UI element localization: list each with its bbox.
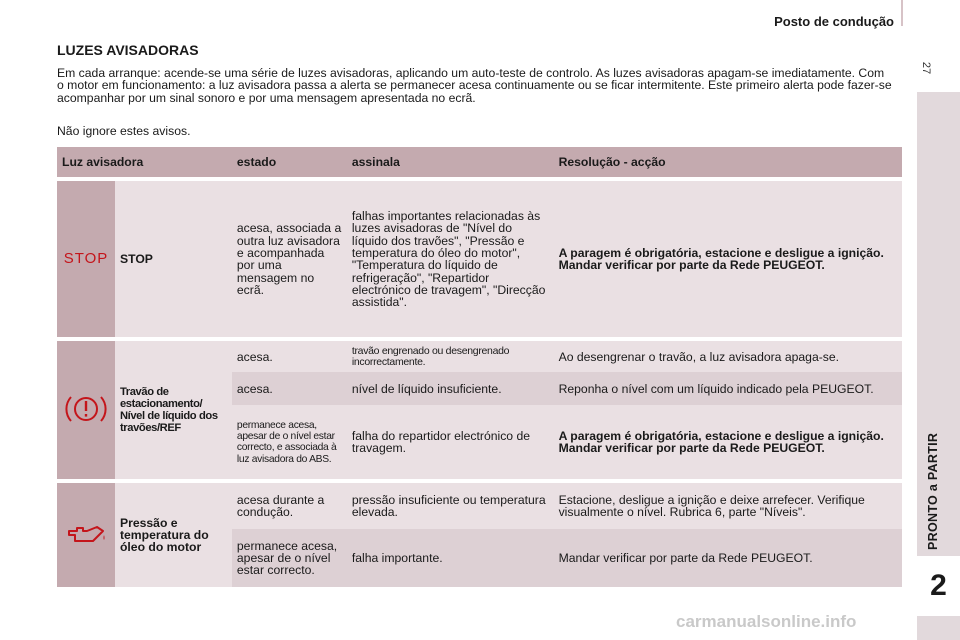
page-title: LUZES AVISADORAS [57,42,199,58]
intro-paragraph: Em cada arranque: acende-se uma série de luzes avisadoras, aplicando um auto-teste de controlo. As luzes avisadoras apagam-se imediatamente. Com o motor em funcionamento: a luz avisadora passa a alerta se permanecer acesa continuamente ou se ficar intermitente. Este primeiro alerta pode fazer-se acompanhar por um sinal sonoro e por uma mensagem apresentada no ecrã. [57,66,892,105]
light-name: STOP [115,181,232,337]
brake-warning-icon [57,341,115,479]
assinala-cell: pressão insuficiente ou temperatura elevada. [347,483,554,529]
table-row [57,341,902,372]
warning-lights-table [57,147,902,587]
watermark: carmanualsonline.info [676,612,857,631]
estado-cell: permanece acesa, apesar de o nível estar correcto, e associada à luz avisadora do ABS. [232,405,347,479]
accao-cell: Reponha o nível com um líquido indicado pela PEUGEOT. [554,372,902,405]
estado-cell: acesa durante a condução. [232,483,347,529]
accao-cell: Ao desengrenar o travão, a luz avisadora apaga-se. [554,341,902,372]
header-assinala: assinala [347,147,554,177]
stop-icon: STOP [57,181,115,337]
header-estado: estado [232,147,347,177]
table-header-row [57,147,902,177]
table-row [57,483,902,529]
light-name: Travão de estacionamento/ Nível de líquido dos travões/REF [115,341,232,479]
header-luz: Luz avisadora [57,147,232,177]
assinala-cell: travão engrenado ou desengrenado incorrectamente. [347,341,554,372]
light-name: Pressão e temperatura do óleo do motor [115,483,232,587]
estado-cell: acesa. [232,341,347,372]
estado-cell: acesa, associada a outra luz avisadora e acompanhada por uma mensagem no ecrã. [232,181,347,337]
assinala-cell: nível de líquido insuficiente. [347,372,554,405]
accao-cell: Mandar verificar por parte da Rede PEUGEOT. [554,529,902,587]
warning-note: Não ignore estes avisos. [57,124,191,138]
accao-cell: A paragem é obrigatória, estacione e desligue a ignição. Mandar verificar por parte da Rede PEUGEOT. [554,405,902,479]
estado-cell: acesa. [232,372,347,405]
section-title: Posto de condução [774,14,894,29]
chapter-number: 2 [917,556,960,616]
header-accao: Resolução - acção [554,147,902,177]
top-rule [901,0,903,26]
assinala-cell: falha do repartidor electrónico de travagem. [347,405,554,479]
assinala-cell: falha importante. [347,529,554,587]
page-number: 27 [920,61,932,75]
oil-can-icon [57,483,115,587]
assinala-cell: falhas importantes relacionadas às luzes avisadoras de "Nível do líquido dos travões", "Pressão e temperatura do óleo do motor", "Temperatura do líquido de refrigeração", "Repartidor electrónico de travagem", "Direcção assistida". [347,181,554,337]
table-row [57,181,902,337]
accao-cell: A paragem é obrigatória, estacione e desligue a ignição. Mandar verificar por parte da Rede PEUGEOT. [554,181,902,337]
accao-cell: Estacione, desligue a ignição e deixe arrefecer. Verifique visualmente o nível. Rubrica 6, parte "Níveis". [554,483,902,529]
estado-cell: permanece acesa, apesar de o nível estar correcto. [232,529,347,587]
